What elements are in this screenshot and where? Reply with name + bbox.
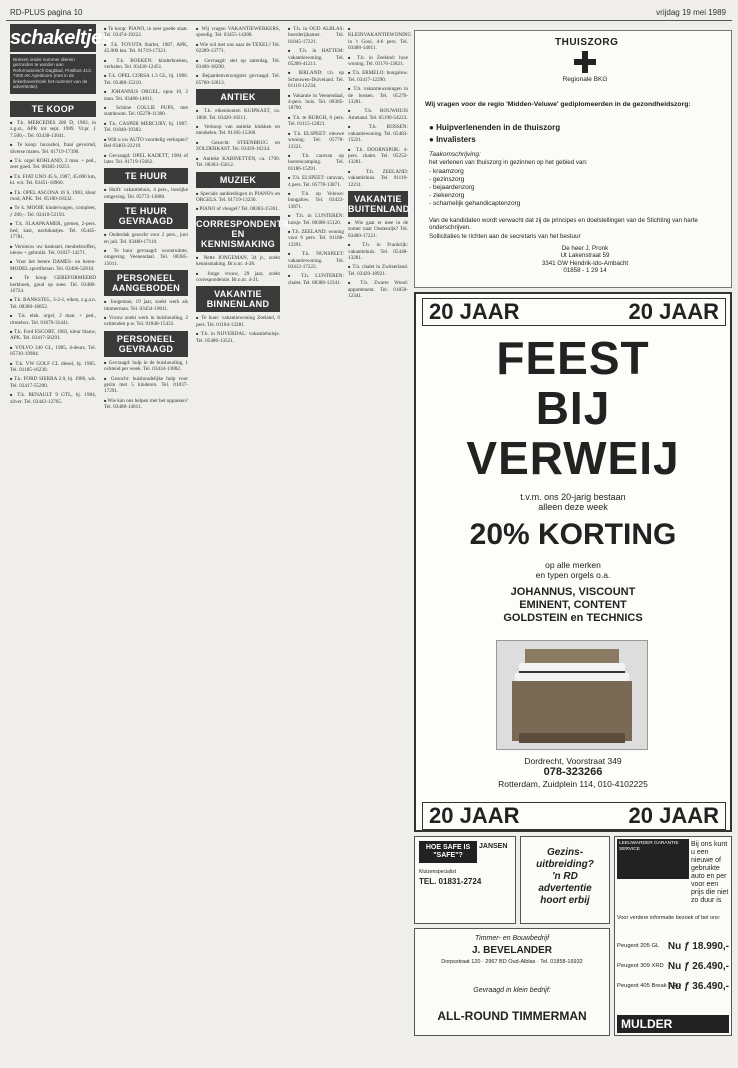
section-heading: TE HUUR GEVRAAGD (104, 203, 188, 229)
classified-ad: ■ Onderdak gezocht voor 2 pers., juni en juli. Tel. 03480-17110. (104, 232, 188, 245)
organ-keyboard-upper (519, 663, 625, 673)
section-heading: PERSONEEL AANGEBODEN (104, 270, 188, 296)
classified-ad: ■ T.h. NUNSPEET: vakantiewoning. Tel. 03412-17222. (288, 251, 344, 270)
classified-ad: ■ T.k. MERCEDES 200 D, 1982, in z.g.st., APK tot sept. 1989. Vr.pr. ƒ 7.500,-. Tel. 03438-13041. (10, 120, 96, 139)
classified-ad: ■ Wilt u uw AUTO voordelig verkopen? Bel 03403-21210. (104, 137, 188, 150)
mulder-badge: LEEUWARDER GARANTIE SERVICE (617, 839, 689, 879)
gez-line: 'n RD (552, 871, 578, 882)
classified-ad: ■ Gevraagd: stel op zaterdag. Tel. 03406-18290. (196, 58, 280, 71)
bevelander-ad (414, 928, 610, 1036)
classified-ad: ■ JOHANNUS ORGEL, opus 10, 2 man. Tel. 03480-14011. (104, 89, 188, 102)
classified-ad: ■ T.h. ZEELAND: woning voor 6 pers. Tel. 01188-13291. (288, 229, 344, 248)
thuiszorg-ad (414, 30, 732, 288)
classified-ad: ■ Jonge vrouw, 29 jaar, zoekt correspondentie. Br.o.nr. 4-31. (196, 271, 280, 284)
jaar-right: 20 JAAR (628, 803, 719, 828)
classified-ad: ■ Te koop: GEREFORMEERD kerkboek, goud op snee. Tel. 03480-16724. (10, 275, 96, 294)
timm-role: ALL-ROUND TIMMERMAN (437, 1009, 587, 1023)
classified-ad: ■ Voor het betere DAMES- en heren-MODEL sportfietsen. Tel. 03406-52810. (10, 259, 96, 272)
thuiszorg-region: Regionale BKG (562, 76, 608, 83)
classified-ad: ■ T.k. FORD SIERRA 2.0, bj. 1986, wit. Tel. 03417-55290. (10, 376, 96, 389)
page-header (6, 6, 732, 20)
car-price: Nu ƒ 36.490,- (667, 981, 729, 992)
car-name: Peugeot 405 Break GRD (617, 983, 682, 989)
bullet-1-text: Huipverlenenden in de thuiszorg (436, 123, 561, 132)
classified-ad: ■ T.h. LUNTEREN: chalet. Tel. 08388-12341. (288, 273, 344, 286)
gez-line: uitbreiding? (536, 859, 594, 870)
discount-sub (416, 560, 730, 580)
classified-ad: ■ Vernieuw uw bankstel, meubelstoffen, nieuw + gebruikt. Tel. 01837-14271. (10, 244, 96, 257)
brand-line: EMINENT, CONTENT (519, 599, 627, 611)
thuiszorg-bullet-1: ● Huipverlenenden in de thuiszorg (429, 123, 561, 132)
brand-line: JOHANNUS, VISCOUNT (510, 586, 636, 598)
classified-ad: ■ Te koop: buxusbol, fraai gevormd, diverse maten. Tel. 01719-17390. (10, 142, 96, 155)
classified-ad: ■ Huift: vakantiehuis, 4 pers., bosrijke omgeving. Tel. 05772-13880. (104, 187, 188, 200)
masthead-intro: Brieven onder nummer dienen gezonden te worden aan Reformatorisch Dagblad, Postbus 413, 7300 AK Apeldoorn (met in de linkerbovenhoek het nummer van de advertentie). (10, 54, 96, 94)
gez-line: Gezins- (546, 847, 584, 858)
timm-wanted: Gevraagd in klein bedrijf: (473, 987, 551, 994)
safe-tel: TEL. 01831-2724 (419, 877, 482, 886)
classified-ad: ■ T.h. ELSPEET: nieuwe woning. Tel. 05778-13221. (288, 131, 344, 150)
classified-ad: ■ T.h. in Zeeland: luxe woning. Tel. 01176-13821. (348, 55, 408, 68)
mulder-side: Bij ons kunt u een nieuwe of gebruikte auto en per voor een prijs die niet zo duur is (691, 841, 729, 904)
section-heading: TE HUUR (104, 168, 188, 184)
classified-ad: ■ T.k. elek. orgel, 2 man. + ped., ritmebox. Tel. 01670-31441. (10, 313, 96, 326)
classified-ad: ■ Wie gaat er mee in de zomer naar Oostenrijk? Tel. 03480-17221. (348, 220, 408, 239)
classified-ad: ■ T.k. OPEL ASCONA 16 S, 1983, kleur rood, APK. Tel. 05180-18332. (10, 190, 96, 203)
car-row (617, 941, 729, 954)
thuiszorg-bullet-2: ● Invalisters (429, 135, 476, 144)
classified-ad: ■ T.k. orgel ROHLAND, 2 man. + ped., zeer goed. Tel. 08383-10251. (10, 158, 96, 171)
headline-bij: BIJ (535, 382, 611, 434)
jaar-right: 20 JAAR (628, 299, 719, 324)
store-line: 078-323266 (543, 766, 603, 778)
sub-line: alleen deze week (538, 502, 608, 512)
classified-ad: ■ T.k. eikenhouten KUIPKAST, ca. 1860. Tel. 03420-18211. (196, 108, 280, 121)
classified-ad: ■ T.h. ZEELAND: vakantiehuis. Tel. 01110-12211. (348, 169, 408, 188)
store-info (416, 756, 730, 789)
classified-ad: ■ Gezocht: huishoudelijke hulp voor gezin met 5 kinderen. Tel. 01837-17291. (104, 376, 188, 395)
task-list (429, 168, 520, 208)
classified-ad: ■ Wie kan ons helpen met het oppassen? Tel. 03488-14011. (104, 398, 188, 411)
jansen-safe-ad (414, 836, 516, 924)
cross-icon (574, 51, 596, 73)
sub-line: op alle merken (545, 560, 601, 570)
classified-ad: ■ T.h. ELSPEET: caravan, 4 pers. Tel. 05778-13871. (288, 175, 344, 188)
section-heading: VAKANTIE BUITENLAND (348, 191, 408, 217)
timm-address: Dorpsstraat 120 · 2967 BD Oud-Alblas · Tel. 01858-16932 (441, 959, 583, 965)
classified-ad: ■ T.k. CASPER MERCURY, bj. 1987. Tel. 01840-19382. (104, 121, 188, 134)
car-name: Peugeot 309 XRD (617, 963, 664, 969)
classified-ad: ■ Vrouw zoekt werk in huishouding, 2 ochtenden p.w. Tel. 01840-15432. (104, 315, 188, 328)
classified-ad: ■ Bejaardenverzorgster gevraagd. Tel. 05760-12813. (196, 73, 280, 86)
section-heading: VAKANTIE BINNENLAND (196, 286, 280, 312)
car-row (617, 961, 729, 974)
classified-ad: ■ T.h. DOORNSPIJK: 4-pers. chalet. Tel. 05252-13281. (348, 147, 408, 166)
classified-ad: ■ T.h. in OUD ALBLAS: boerderijkamer. Tel. 01845-17221. (288, 26, 344, 45)
organ-top (525, 649, 619, 663)
classified-ad: ■ T.k. TOYOTA Starlet, 1987, APK, 45.000 km. Tel. 01719-17321. (104, 42, 188, 55)
thuiszorg-lead: Wij vragen voor de regio 'Midden-Veluwe' gediplomeerden in de gezondheidszorg: (425, 101, 691, 108)
classified-ad: ■ IERLAND: t.h. op Schouwen-Duiveland. Tel. 01110-12234. (288, 70, 344, 89)
sub-line: t.v.m. ons 20-jarig bestaan (520, 492, 626, 502)
classified-ad: ■ Verkoop van antieke klokken en meubelen. Tel. 01185-15360. (196, 124, 280, 137)
mulder-dealer: MULDER (617, 1015, 729, 1033)
section-heading: PERSONEEL GEVRAAGD (104, 331, 188, 357)
classified-ad: ■ Te huur: vakantiewoning Zeeland, 6 pers. Tel. 01184-13281. (196, 315, 280, 328)
classified-ad: ■ Schöne COLLIE PUPS, met stamboom. Tel. 05278-11380. (104, 105, 188, 118)
sub-line: en typen orgels o.a. (535, 570, 611, 580)
organ-photo (496, 640, 648, 750)
classified-ad: ■ T.h. RIJSSEN: vakantiewoning. Tel. 05483-15221. (348, 124, 408, 143)
classified-ad: ■ T.k. SLAAPKAMER, grenen, 2-pers. bed, kast, nachtkastjes. Tel. 05445-17781. (10, 221, 96, 240)
car-price: Nu ƒ 26.490,- (667, 961, 729, 972)
thuiszorg-logo (555, 37, 619, 83)
jaar-banner-bottom (422, 802, 726, 830)
classified-ad: ■ T.k. OPEL CORSA 1.3 GL, bj. 1986. Tel. 05488-15210. (104, 73, 188, 86)
classified-ad: ■ Wie wil met ons naar de TEXEL? Tel. 02289-13771. (196, 42, 280, 55)
car-row (617, 981, 729, 994)
classified-ad: ■ T.h. in HATTEM: vakantiewoning. Tel. 05206-41211. (288, 48, 344, 67)
header-rule (6, 20, 732, 21)
classified-ad: ■ T.h. vakantiewoningen in de bossen. Tel. 05270-13281. (348, 86, 408, 105)
task-label: Taakomschrijving: (429, 151, 481, 158)
headline-verweij: VERWEIJ (466, 432, 680, 484)
classified-ad: ■ T.k. RENAULT 9 GTL, bj. 1984, zilver. Tel. 03443-12765. (10, 392, 96, 405)
section-heading: CORRESPONDENTIE EN KENNISMAKING (196, 216, 280, 252)
page-date: vrijdag 19 mei 1989 (656, 8, 726, 17)
classified-ad: ■ T.h. op Veluwe: bungalow. Tel. 03422-13871. (288, 191, 344, 210)
classified-ad: ■ Te koop: PIANO, in zeer goede staat. Tel. 03474-19222. (104, 26, 188, 39)
column-5 (288, 26, 344, 1058)
classified-ad: ■ T.h. caravan op boerencamping. Tel. 01186-15291. (288, 153, 344, 172)
task-desc (429, 159, 725, 166)
store-line: Dordrecht, Voorstraat 349 (524, 756, 622, 766)
classified-ad: ■ PIANO of vleugel? Tel. 08383-15361. (196, 206, 280, 212)
classified-ad: ■ Gevraagd: OPEL KADETT, 1984 of later. Tel. 01719-15662. (104, 153, 188, 166)
verweij-ad (414, 292, 732, 832)
column-1 (10, 98, 96, 1058)
list-item: - ziekenzorg (429, 192, 520, 200)
jaar-left: 20 JAAR (429, 299, 520, 324)
thuiszorg-name: THUISZORG (555, 37, 619, 48)
classified-ad: ■ Speciale aanbiedingen in PIANO's en ORGELS. Tel. 01719-13230. (196, 191, 280, 204)
classified-ad: ■ Jongeman, 19 jaar, zoekt werk als timmerman. Tel. 03454-19011. (104, 299, 188, 312)
classified-ad: ■ T.k. FIAT UNO 45 S, 1987, 45.000 km, kl. wit. Tel. 03451-18960. (10, 174, 96, 187)
safe-title: HOE SAFE IS "SAFE"? (419, 841, 477, 863)
classified-ad: ■ Vakantie in Veenendaal, 4-pers. huis. Tel. 08385-18790. (288, 93, 344, 112)
classified-ad: ■ T.h. in NIJVERDAL: vakantiehuisje. Tel. 05486-13521. (196, 331, 280, 344)
rd-birth-ad (520, 836, 610, 924)
classified-ad: ■ T.k. BANKSTEL, 3-2-1, eiken, z.g.a.n. Tel. 08380-18852. (10, 297, 96, 310)
bullet-2-text: Invalisters (436, 135, 476, 144)
task-desc-text: het verlenen van thuiszorg in gezinnen op het gebied van: (429, 159, 588, 166)
car-name: Peugeot 205 GL (617, 943, 660, 949)
column-6 (348, 26, 412, 1058)
section-heading: MUZIEK (196, 172, 280, 188)
list-item: - bejaardenzorg (429, 184, 520, 192)
classified-ad: ■ Wij vragen VAKANTIEWERKERS, spoedig. Tel. 03455-14288. (196, 26, 280, 39)
timm-line-1: Timmer- en Bouwbedrijf (474, 935, 550, 942)
addr-line: 01858 - 1 29 14 (563, 267, 607, 275)
car-price: Nu ƒ 18.990,- (667, 941, 729, 952)
anniversary-sub (416, 492, 730, 512)
classified-ad: ■ T.k. Ford ESCORT, 1983, kleur blauw, APK. Tel. 03417-56291. (10, 329, 96, 342)
classified-ad: ■ T.h. chalet in Zwitserland. Tel. 03420-18921. (348, 264, 408, 277)
classified-ad: ■ T.k. VW GOLF CL diesel, bj. 1985. Tel. 01185-16230. (10, 361, 96, 374)
jaar-left: 20 JAAR (429, 803, 520, 828)
section-heading: ANTIEK (196, 89, 280, 105)
column-3 (196, 26, 292, 1058)
thuiszorg-address (525, 245, 645, 275)
page-number: RD-PLUS pagina 10 (10, 8, 83, 17)
column-2 (104, 26, 188, 1058)
jaar-banner-top (422, 298, 726, 326)
addr-line: De heer J. Pronk (561, 245, 609, 252)
classified-ad: ■ VOLVO 340 GL, 1985, 4-deurs. Tel. 05730-19984. (10, 345, 96, 358)
addr-line: 3341 GW Hendrik-Ido-Ambacht (541, 259, 629, 267)
safe-sub: Kluizenspecialist (419, 869, 456, 875)
classified-ad: ■ Antieke KABINETTEN, ca. 1790. Tel. 08383-15812. (196, 156, 280, 169)
organ-cabinet (512, 681, 632, 741)
thuiszorg-expectation: Van de kandidaten wordt verwacht dat zij de principes en doelstellingen van de Stichting van harte onderschrijven. (429, 217, 698, 232)
classified-ad: ■ T.h. Zwarte Woud: appartement. Tel. 01850-12341. (348, 280, 408, 299)
classified-ad: ■ T.h. in Frankrijk: vakantiehuis. Tel. 05448-13281. (348, 242, 408, 261)
headline-feest: FEEST (496, 332, 650, 384)
mulder-info: Voor verdere informatie bezoek of bel ons: (617, 915, 721, 921)
classified-ad: ■ T.k. BOEKEN: kinderboeken, verhalen. Tel. 03436-12451. (104, 58, 188, 71)
masthead-title: schakeltjes (10, 24, 96, 52)
brand-list (416, 586, 730, 625)
classified-ad: ■ T.h. BOUWHUIS Ameland. Tel. 05190-54223. (348, 108, 408, 121)
safe-brand: JANSEN (479, 843, 508, 850)
list-item: - kraamzorg (429, 168, 520, 176)
section-heading: TE KOOP (10, 101, 96, 117)
classified-ad: ■ Gevraagd: hulp in de huishouding, 1 ochtend per week. Tel. 03434-13882. (104, 360, 188, 373)
brand-line: GOLDSTEIN en TECHNICS (503, 612, 643, 624)
mulder-ad (614, 836, 732, 1036)
gez-line: hoort erbij (540, 895, 590, 906)
classified-ad: ■ T.h. in LUNTEREN: huisje. Tel. 08388-15120. (288, 213, 344, 226)
classified-ad: ■ Nette JONGEMAN, 34 jr., zoekt kennismaking. Br.o.nr. 4-28. (196, 255, 280, 268)
classified-ad: ■ Gezocht: STEENBRUG en ZOLDERKAST. Tel. 03439-16234. (196, 140, 280, 153)
timm-company: J. BEVELANDER (471, 945, 552, 956)
list-item: - schamelijk gehandicaptenzorg (429, 200, 520, 208)
classified-ad: ■ Te huur gevraagd: woonruimte, omgeving Veenendaal. Tel. 08385-15611. (104, 248, 188, 267)
thuiszorg-solicit: Sollicitaties te richten aan de secretaris van het bestuur (429, 233, 581, 240)
organ-pedals (519, 733, 625, 743)
list-item: - gezinszorg (429, 176, 520, 184)
classified-ad: ■ KLEINVAKANTIEWONING in 't Gooi, 4-6 pers. Tel. 03488-14011. (348, 26, 408, 52)
discount-headline: 20% KORTING (469, 518, 677, 551)
classified-ad: ■ Te k. MOOIE kinderwagen, compleet, ƒ 200,-. Tel. 03410-52193. (10, 205, 96, 218)
gez-line: advertentie (538, 883, 592, 894)
addr-line: Ut Lakenstraat 59 (560, 252, 610, 260)
classified-ad: ■ T.h. te BURGH, 6 pers. Tel. 01115-12821. (288, 115, 344, 128)
store-line: Rotterdam, Zuidplein 114, 010-4102225 (498, 779, 648, 789)
classified-ad: ■ T.h. ERMELO: bungalow. Tel. 03417-12290. (348, 70, 408, 83)
